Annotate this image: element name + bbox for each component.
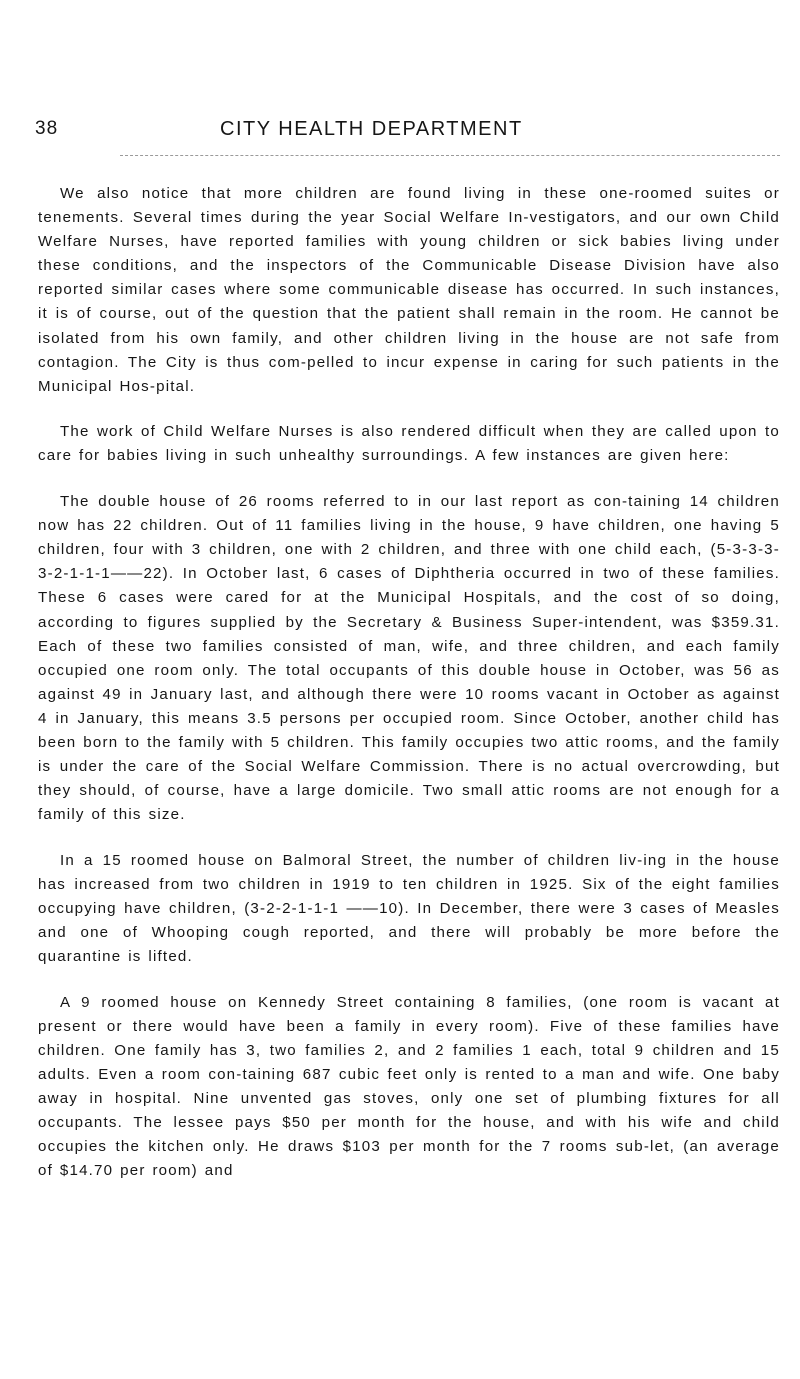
paragraph-one-roomed-suites: We also notice that more children are found living in these one-roomed suites or tenements. Several times during the year Social Welfare In-vestigators, and our own Child Welfare Nurses, have reported families with young children or sick babies living under these conditions, and the inspectors of the Communicable Disease Division have also reported similar cases where some communicable disease has occurred. In such instances, it is of course, out of the question that the patient shall remain in the room. He cannot be isolated from his own family, and other children living in the house are not safe from contagion. The City is thus com-pelled to incur expense in caring for such patients in the Municipal Hos-pital. [38, 185, 780, 395]
paragraph-child-welfare-nurses: The work of Child Welfare Nurses is also rendered difficult when they are called upon to care for babies living in such unhealthy surroundings. A few instances are given here: [38, 423, 780, 465]
body-text [38, 182, 780, 1205]
paragraph-balmoral-street: In a 15 roomed house on Balmoral Street, the number of children liv-ing in the house has increased from two children in 1919 to ten children in 1925. Six of the eight families occupying have children, (3-2-2-1-1-1 ——10). In December, there were 3 cases of Measles and one of Whooping cough reported, and there will probably be more before the quarantine is lifted. [38, 851, 780, 966]
header-divider [120, 155, 780, 156]
paragraph-kennedy-street: A 9 roomed house on Kennedy Street containing 8 families, (one room is vacant at present or there would have been a family in every room). Five of these families have children. One family has 3, two families 2, and 2 families 1 each, total 9 children and 15 adults. Even a room con-taining 687 cubic feet only is rented to a man and wife. One baby away in hospital. Nine unvented gas stoves, only one set of plumbing fixtures for all occupants. The lessee pays $50 per month for the house, and with his wife and child occupies the kitchen only. He draws $103 per month for the 7 rooms sub-let, (an average of $14.70 per room) and [38, 993, 780, 1180]
page-title: CITY HEALTH DEPARTMENT [220, 118, 523, 140]
page-number: 38 [35, 118, 59, 139]
paragraph-double-house: The double house of 26 rooms referred to in our last report as con-taining 14 children now has 22 children. Out of 11 families living in the house, 9 have children, one having 5 children, four with 3 children, one with 2 children, and three with one child each, (5-3-3-3-3-2-1-1-1——22). In October last, 6 cases of Diphtheria occurred in two of these families. These 6 cases were cared for at the Municipal Hospitals, and the cost of so doing, according to figures supplied by the Secretary & Business Super-intendent, was $359.31. Each of these two families consisted of man, wife, and three children, and each family occupied one room only. The total occupants of this double house in October, was 56 as against 49 in January last, and although there were 10 rooms vacant in October as against 4 in January, this means 3.5 persons per occupied room. Since October, another child has been born to the family with 5 children. This family occupies two attic rooms, and the family is under the care of the Social Welfare Commission. There is no actual overcrowding, but they should, of course, have a large domicile. Two small attic rooms are not enough for a family of this size. [38, 493, 780, 824]
running-head [35, 118, 775, 148]
